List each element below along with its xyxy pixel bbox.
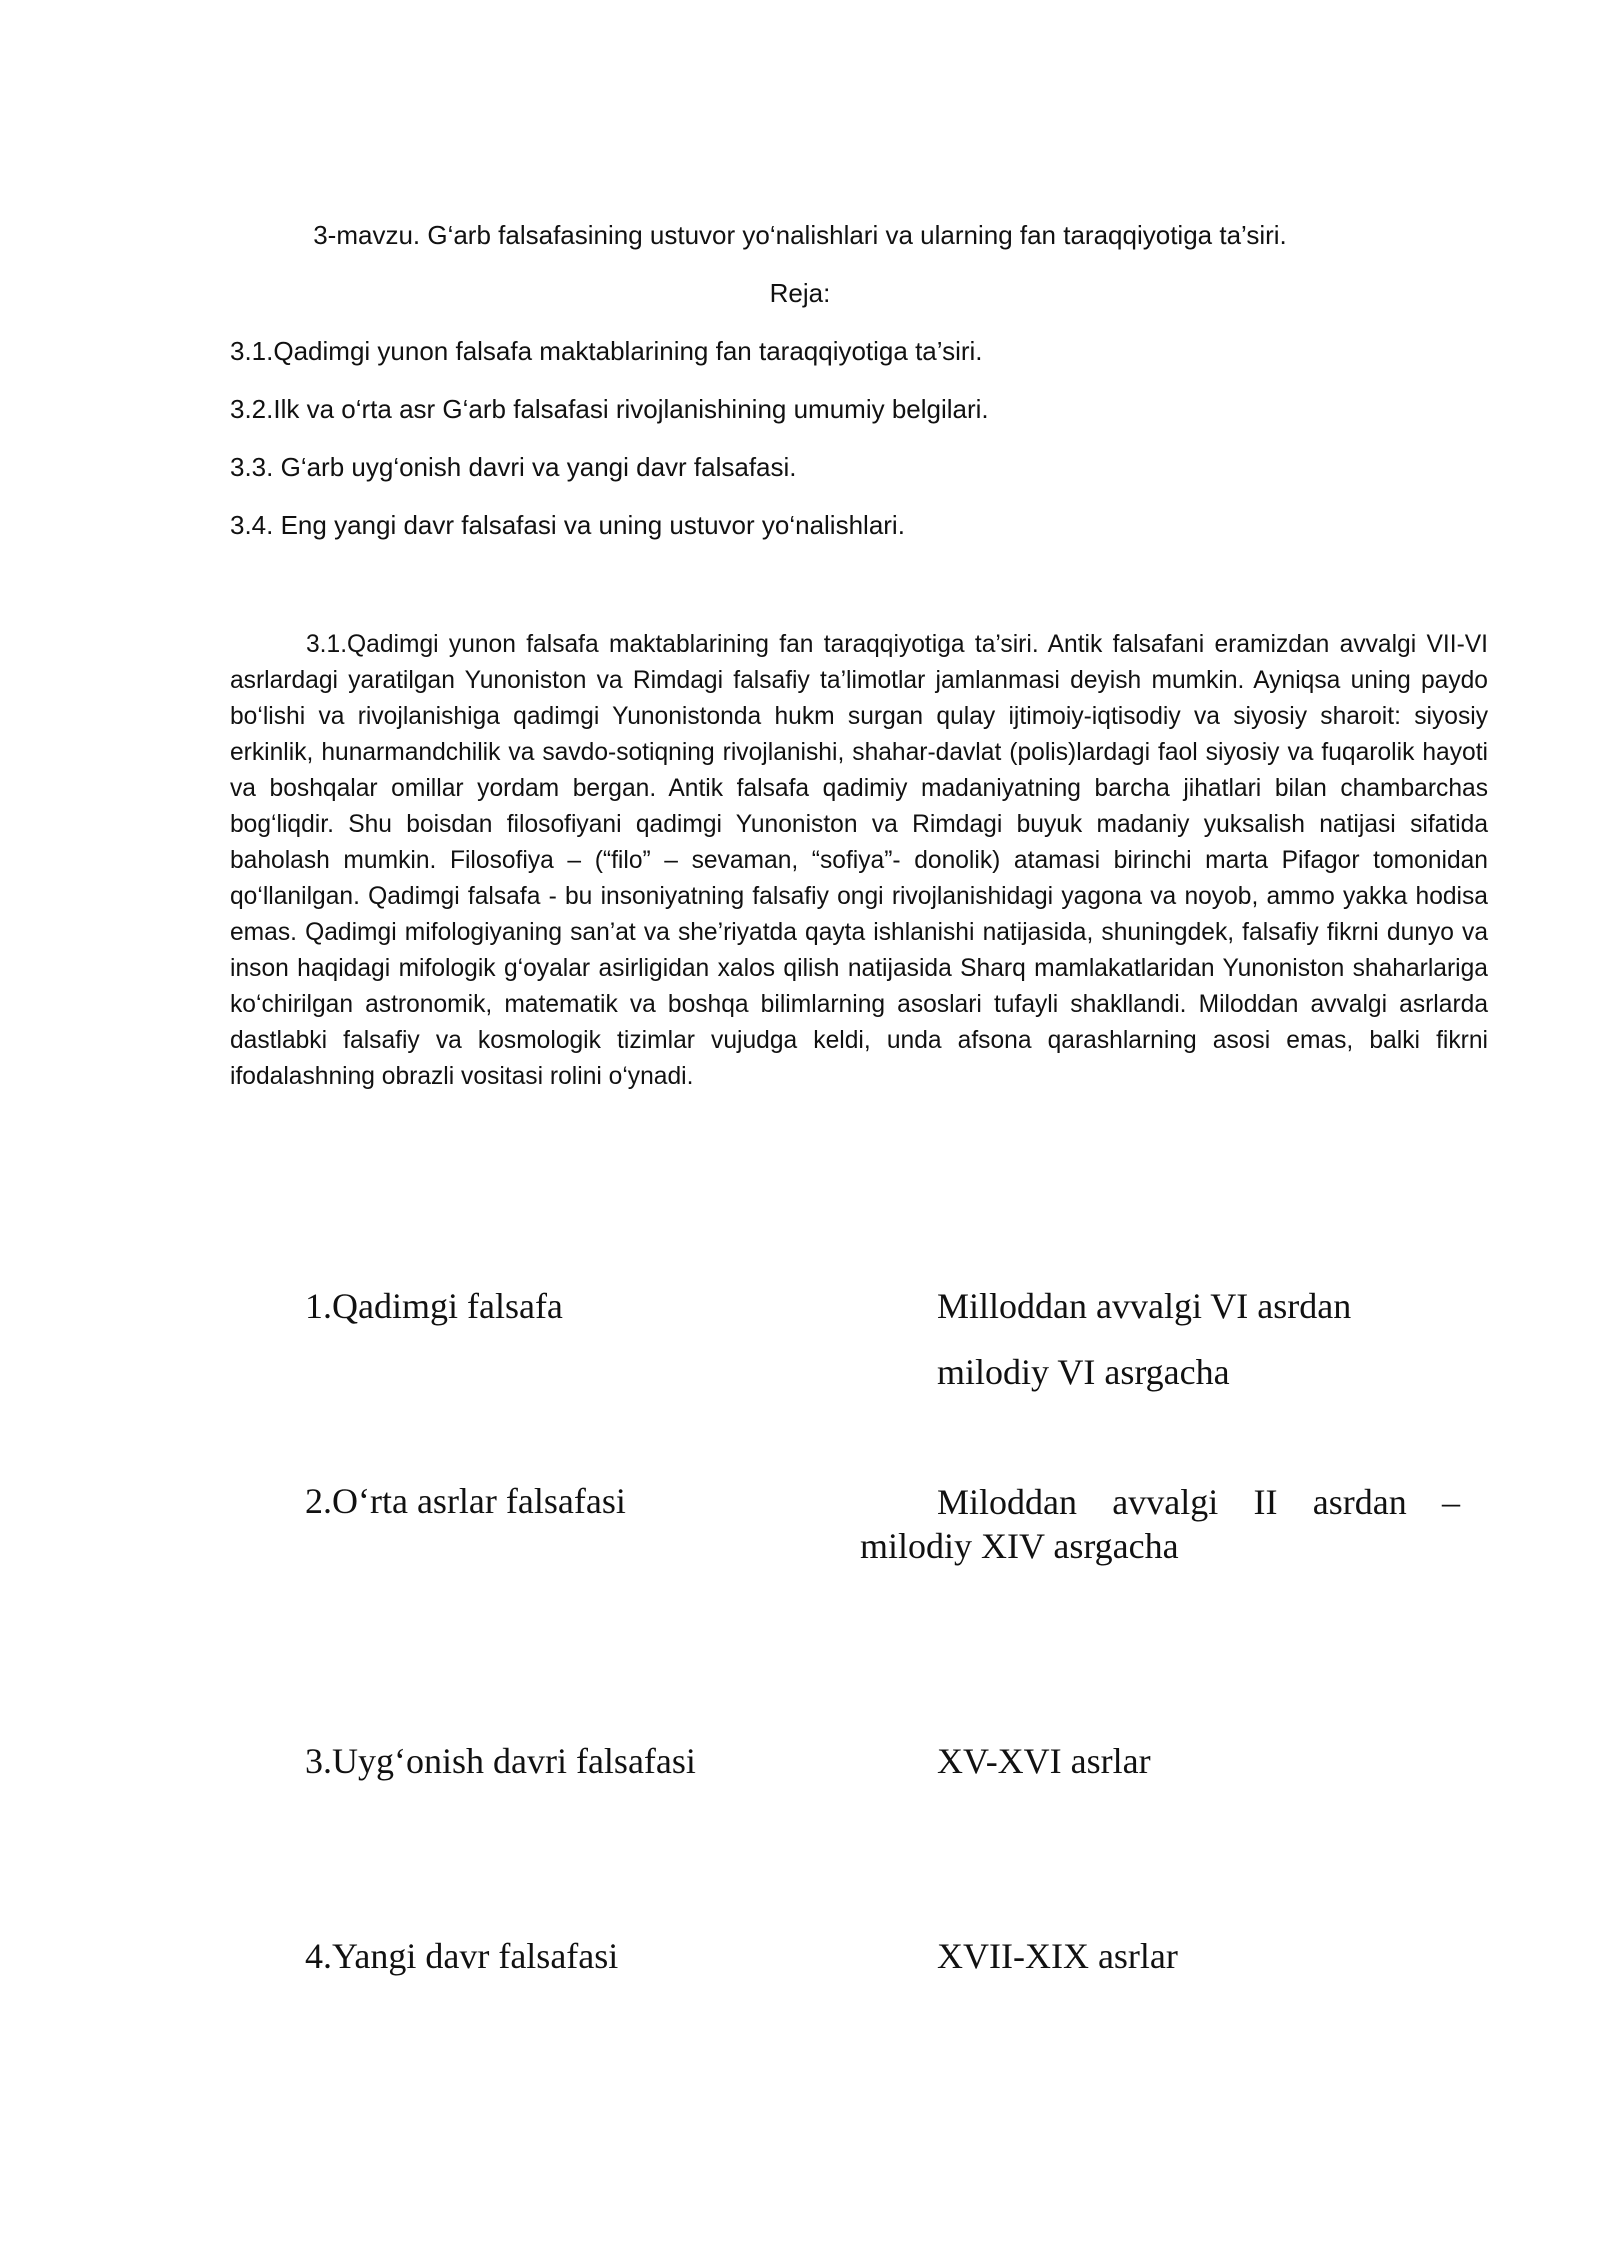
body-paragraph: 3.1.Qadimgi yunon falsafa maktablarining fan taraqqiyotiga ta’siri. Antik falsafani eramizdan avvalgi VII-VI asrlardagi yaratilgan Yunoniston va Rimdagi falsafiy ta’limotlar jamlanmasi deyish mumkin. Ayniqsa uning paydo bo‘lishi va rivojlanishiga qadimgi Yunonistonda hukm surgan qulay ijtimoiy-iqtisodiy va siyosiy sharoit: siyosiy erkinlik, hunarmandchilik va savdo-sotiqning rivojlanishi, shahar-davlat (polis)lardagi faol siyosiy va fuqarolik hayoti va boshqalar omillar yordam bergan. Antik falsafa qadimiy madaniyatning barcha jihatlari bilan chambarchas bog‘liqdir. Shu boisdan filosofiyani qadimgi Yunoniston va Rimdagi buyuk madaniy yuksalish natijasi sifatida baholash mumkin. Filosofiya – (“filo” – sevaman, “sofiya”- donolik) atamasi birinchi marta Pifagor tomonidan qo‘llanilgan. Qadimgi falsafa - bu insoniyatning falsafiy ongi rivojlanishidagi yagona va noyob, ammo yakka hodisa emas. Qadimgi mifologiyaning san’at va she’riyatda qayta ishlanishi natijasida, shuningdek, falsafiy fikrni dunyo va inson haqidagi mifologik g‘oyalar asirligidan xalos qilish natijasida Sharq mamlakatlaridan Yunoniston shaharlariga ko‘chirilgan astronomik, matematik va boshqa bilimlarning asoslari tufayli shakllandi. Miloddan avvalgi asrlarda dastlabki falsafiy va kosmologik tizimlar vujudga keldi, unda afsona qarashlarning asosi emas, balki fikrni ifodalashning obrazli vositasi rolini o‘ynadi. [230,631,1488,1090]
period-date: XV-XVI asrlar [937,1741,1151,1781]
period-date: Milloddan avvalgi VI asrdan [937,1286,1352,1326]
period-date: Miloddan avvalgi II asrdan – milodiy XIV asrgacha [860,1482,1460,1566]
period-date: XVII-XIX asrlar [937,1936,1178,1976]
plan-item: 3.4. Eng yangi davr falsafasi va uning ustuvor yo‘nalishlari. [230,510,905,540]
period-name: 3.Uyg‘onish davri falsafasi [305,1741,696,1781]
plan-item: 3.2.Ilk va o‘rta asr G‘arb falsafasi rivojlanishining umumiy belgilari. [230,394,989,424]
plan-heading: Reja: [769,278,831,308]
period-date: milodiy VI asrgacha [937,1352,1230,1392]
plan-item: 3.3. G‘arb uyg‘onish davri va yangi davr falsafasi. [230,452,797,482]
period-name: 1.Qadimgi falsafa [305,1286,563,1326]
period-name: 2.O‘rta asrlar falsafasi [305,1481,626,1521]
plan-item: 3.1.Qadimgi yunon falsafa maktablarining fan taraqqiyotiga ta’siri. [230,336,983,366]
period-name: 4.Yangi davr falsafasi [305,1936,619,1976]
document-title: 3-mavzu. G‘arb falsafasining ustuvor yo‘nalishlari va ularning fan taraqqiyotiga ta’siri. [313,220,1287,250]
